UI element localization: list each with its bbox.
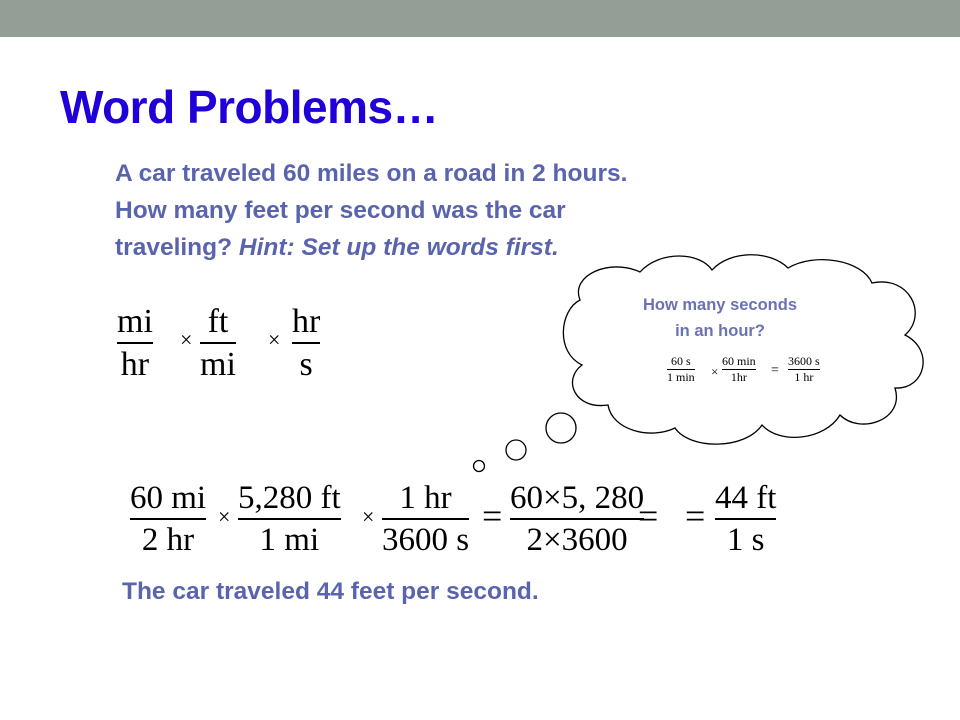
solution-fraction-5 (715, 480, 776, 559)
thought-fraction-2 (722, 355, 756, 384)
problem-line-2: How many feet per second was the car (115, 197, 566, 224)
solution-equals-1: = (482, 496, 503, 536)
solution-fraction-4-den: 2×3600 (526, 522, 628, 559)
answer-text: The car traveled 44 feet per second. (122, 578, 539, 605)
fraction-bar (200, 342, 236, 344)
fraction-bar (130, 518, 206, 520)
thought-fraction-2-den: 1hr (730, 370, 747, 385)
thought-times-1: × (711, 364, 719, 379)
solution-fraction-3-num: 1 hr (399, 480, 452, 516)
units-fraction-1-den: hr (120, 346, 150, 384)
solution-equals-2: = (638, 496, 659, 536)
solution-fraction-2 (238, 480, 341, 559)
solution-fraction-5-num: 44 ft (715, 480, 777, 516)
slide-title: Word Problems… (60, 81, 439, 133)
units-times-1: × (180, 327, 193, 352)
units-fraction-1 (117, 303, 153, 384)
thought-fraction-3-den: 1 hr (794, 370, 814, 385)
solution-times-2: × (362, 504, 375, 529)
solution-fraction-5-den: 1 s (726, 522, 765, 559)
thought-bubble-medium (506, 440, 526, 460)
solution-fraction-3 (382, 480, 469, 559)
solution-fraction-1 (130, 480, 206, 559)
fraction-bar (715, 518, 776, 520)
problem-line-1: A car traveled 60 miles on a road in 2 hours. (115, 160, 628, 187)
solution-times-1: × (218, 504, 231, 529)
solution-fraction-1-den: 2 hr (141, 522, 195, 559)
fraction-bar (382, 518, 469, 520)
solution-fraction-2-num: 5,280 ft (238, 480, 341, 516)
solution-fraction-4-num: 60×5, 280 (510, 480, 645, 516)
thought-fraction-1-num: 60 s (671, 354, 691, 368)
thought-line-2: in an hour? (675, 322, 765, 340)
solution-fraction-1-num: 60 mi (130, 480, 207, 516)
units-fraction-3-num: hr (292, 303, 321, 340)
thought-fraction-1-den: 1 min (667, 370, 695, 385)
units-fraction-1-num: mi (117, 303, 153, 340)
thought-line-1: How many seconds (642, 296, 798, 314)
fraction-bar (510, 518, 644, 520)
solution-fraction-2-den: 1 mi (259, 522, 320, 559)
thought-fraction-2-num: 60 min (722, 354, 756, 368)
thought-bubble-small (474, 461, 485, 472)
solution-equals-3: = (685, 496, 706, 536)
problem-hint: Hint: Set up the words first. (238, 234, 559, 261)
solution-fraction-4 (510, 480, 644, 559)
fraction-bar (238, 518, 341, 520)
units-fraction-2-den: mi (200, 346, 236, 384)
thought-fraction-3-num: 3600 s (788, 354, 820, 368)
thought-fraction-1 (667, 355, 695, 384)
thought-fraction-3 (788, 355, 820, 384)
units-fraction-3 (292, 303, 320, 384)
fraction-bar (292, 342, 320, 344)
thought-cloud-shape (563, 255, 923, 444)
fraction-bar (117, 342, 153, 344)
units-fraction-3-den: s (299, 346, 313, 384)
solution-fraction-3-den: 3600 s (382, 522, 470, 559)
thought-question (590, 292, 850, 344)
units-times-2: × (268, 327, 281, 352)
problem-line-3-prefix: traveling? (115, 234, 239, 261)
units-fraction-2 (200, 303, 236, 384)
thought-equals: = (771, 363, 779, 378)
thought-bubble-large (546, 413, 576, 443)
units-fraction-2-num: ft (207, 303, 229, 340)
